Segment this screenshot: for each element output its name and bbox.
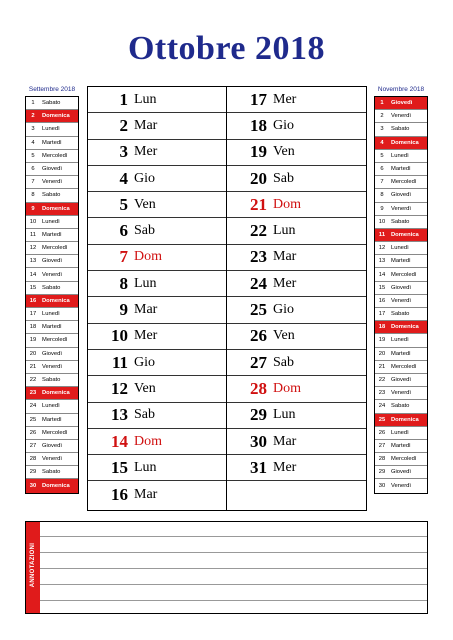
side-day-name: Sabato (391, 218, 410, 225)
side-day-number: 28 (378, 456, 386, 463)
side-day-row (26, 163, 78, 176)
side-day-name: Venerdì (391, 483, 411, 490)
side-day-name: Lunedì (391, 245, 409, 252)
day-row (227, 297, 366, 323)
day-number: 11 (111, 352, 128, 372)
day-name: Lun (134, 91, 157, 107)
day-row (227, 429, 366, 455)
side-day-row (26, 97, 78, 110)
side-day-number: 25 (378, 416, 386, 423)
day-row (227, 324, 366, 350)
day-row (88, 455, 226, 481)
side-day-row (375, 479, 427, 492)
side-day-row (26, 400, 78, 413)
side-day-row (375, 282, 427, 295)
side-day-row (375, 348, 427, 361)
day-row (227, 403, 366, 429)
side-day-row (26, 466, 78, 479)
notes-box[interactable] (25, 521, 428, 614)
side-day-row (375, 453, 427, 466)
side-day-row (375, 268, 427, 281)
side-day-name: Giovedì (42, 442, 62, 449)
side-day-row (375, 229, 427, 242)
day-row (88, 218, 226, 244)
day-name: Mar (134, 117, 158, 133)
day-number: 13 (111, 405, 128, 425)
day-row (227, 113, 366, 139)
day-number: 28 (250, 378, 267, 398)
side-day-row (375, 137, 427, 150)
side-day-row (375, 400, 427, 413)
side-day-number: 19 (378, 337, 386, 344)
side-day-row (375, 176, 427, 189)
side-day-row (26, 229, 78, 242)
side-day-number: 11 (378, 231, 386, 238)
side-day-name: Giovedì (391, 192, 411, 199)
side-day-name: Domenica (42, 205, 70, 212)
side-day-name: Domenica (391, 324, 419, 331)
side-day-number: 15 (378, 284, 386, 291)
side-day-number: 20 (29, 350, 37, 357)
side-day-row (375, 189, 427, 202)
side-day-name: Mercoledì (391, 456, 417, 463)
day-number: 19 (250, 142, 267, 162)
side-day-number: 24 (378, 403, 386, 410)
empty-day-row (227, 481, 366, 507)
day-name: Gio (134, 354, 155, 370)
day-number: 14 (111, 431, 128, 451)
side-day-name: Domenica (42, 297, 70, 304)
day-name: Mar (134, 486, 158, 502)
month-grid (87, 86, 367, 511)
side-day-number: 9 (31, 205, 35, 212)
side-day-name: Giovedì (391, 284, 411, 291)
side-day-name: Venerdì (391, 297, 411, 304)
side-day-row (375, 203, 427, 216)
side-day-name: Martedì (42, 324, 62, 331)
side-day-name: Mercoledì (391, 271, 417, 278)
side-day-row (375, 440, 427, 453)
day-row (227, 87, 366, 113)
side-day-name: Mercoledì (42, 152, 68, 159)
side-day-name: Martedì (42, 231, 62, 238)
day-name: Dom (273, 196, 301, 212)
side-day-name: Sabato (391, 311, 410, 318)
side-day-name: Martedì (42, 139, 62, 146)
side-day-number: 29 (378, 469, 386, 476)
side-day-number: 6 (380, 166, 384, 173)
side-day-name: Venerdì (42, 179, 62, 186)
side-day-number: 17 (29, 311, 37, 318)
day-row (227, 218, 366, 244)
side-day-name: Mercoledì (391, 179, 417, 186)
side-day-number: 30 (378, 483, 386, 490)
side-day-number: 22 (378, 377, 386, 384)
side-day-name: Domenica (391, 139, 419, 146)
day-name: Gio (273, 117, 294, 133)
side-day-number: 12 (29, 245, 37, 252)
side-day-number: 3 (31, 126, 35, 133)
day-name: Mer (134, 328, 158, 344)
side-day-row (26, 242, 78, 255)
day-name: Sab (134, 407, 155, 423)
day-row (88, 324, 226, 350)
side-day-name: Mercoledì (42, 429, 68, 436)
side-day-number: 26 (378, 429, 386, 436)
side-day-number: 17 (378, 311, 386, 318)
side-day-number: 2 (380, 113, 384, 120)
side-day-number: 10 (29, 218, 37, 225)
side-day-name: Venerdì (391, 113, 411, 120)
side-day-row (26, 361, 78, 374)
day-row (227, 192, 366, 218)
day-row (88, 403, 226, 429)
side-day-name: Lunedì (42, 218, 60, 225)
day-name: Dom (273, 380, 301, 396)
day-number: 8 (119, 273, 128, 293)
side-day-row (26, 453, 78, 466)
day-row (227, 455, 366, 481)
side-day-number: 28 (29, 456, 37, 463)
side-day-name: Giovedì (391, 469, 411, 476)
day-number: 3 (119, 142, 128, 162)
note-line (40, 568, 427, 569)
side-day-number: 7 (31, 179, 35, 186)
day-name: Sab (273, 170, 294, 186)
next-month-label: Novembre 2018 (377, 86, 425, 93)
day-name: Mar (273, 249, 297, 265)
day-row (88, 87, 226, 113)
note-line (40, 600, 427, 601)
side-day-number: 5 (380, 152, 384, 159)
side-day-name: Mercoledì (42, 337, 68, 344)
side-day-number: 30 (29, 483, 37, 490)
side-day-name: Lunedì (42, 126, 60, 133)
side-day-row (375, 216, 427, 229)
side-day-row (375, 414, 427, 427)
side-day-row (26, 374, 78, 387)
side-day-row (375, 295, 427, 308)
day-row (88, 297, 226, 323)
side-day-number: 25 (29, 416, 37, 423)
day-name: Lun (273, 223, 296, 239)
month-column-left (88, 87, 227, 510)
day-name: Mar (134, 302, 158, 318)
side-day-row (26, 387, 78, 400)
side-day-number: 12 (378, 245, 386, 252)
day-number: 4 (119, 168, 128, 188)
side-day-row (26, 189, 78, 202)
day-number: 22 (250, 221, 267, 241)
day-number: 10 (111, 326, 128, 346)
side-day-row (26, 282, 78, 295)
side-day-row (375, 427, 427, 440)
side-day-number: 21 (29, 363, 37, 370)
day-name: Lun (134, 275, 157, 291)
side-day-row (26, 216, 78, 229)
day-number: 16 (111, 484, 128, 504)
day-row (88, 166, 226, 192)
side-day-name: Giovedì (42, 350, 62, 357)
side-day-row (375, 308, 427, 321)
side-day-number: 29 (29, 469, 37, 476)
side-day-number: 14 (29, 271, 37, 278)
day-name: Gio (273, 302, 294, 318)
day-number: 5 (119, 194, 128, 214)
side-day-row (375, 110, 427, 123)
side-day-row (26, 308, 78, 321)
day-name: Ven (134, 380, 156, 396)
side-day-row (26, 440, 78, 453)
side-day-name: Domenica (42, 483, 70, 490)
side-day-name: Domenica (42, 113, 70, 120)
day-number: 24 (250, 273, 267, 293)
side-day-row (26, 176, 78, 189)
day-name: Mer (134, 144, 158, 160)
side-day-number: 11 (29, 231, 37, 238)
side-day-number: 1 (31, 100, 35, 107)
day-number: 7 (119, 247, 128, 267)
notes-label: ANNOTAZIONI (30, 542, 36, 588)
day-name: Mer (273, 91, 297, 107)
day-row (88, 376, 226, 402)
side-day-number: 8 (380, 192, 384, 199)
side-day-row (26, 479, 78, 492)
side-day-row (375, 163, 427, 176)
day-number: 17 (250, 89, 267, 109)
day-name: Ven (134, 196, 156, 212)
day-row (88, 245, 226, 271)
side-day-row (26, 110, 78, 123)
side-day-number: 7 (380, 179, 384, 186)
page-title: Ottobre 2018 (127, 30, 326, 67)
side-day-number: 13 (378, 258, 386, 265)
side-day-row (375, 361, 427, 374)
day-row (227, 166, 366, 192)
day-row (88, 192, 226, 218)
day-row (227, 376, 366, 402)
day-row (88, 429, 226, 455)
note-line (40, 552, 427, 553)
side-day-name: Domenica (391, 416, 419, 423)
side-day-number: 10 (378, 218, 386, 225)
side-day-number: 24 (29, 403, 37, 410)
day-number: 15 (111, 457, 128, 477)
side-day-name: Sabato (42, 377, 61, 384)
side-day-number: 4 (380, 139, 384, 146)
side-day-name: Lunedì (42, 311, 60, 318)
side-day-name: Lunedì (42, 403, 60, 410)
side-day-name: Lunedì (391, 152, 409, 159)
day-row (88, 271, 226, 297)
day-number: 29 (250, 405, 267, 425)
day-name: Sab (273, 354, 294, 370)
side-day-name: Lunedì (391, 337, 409, 344)
side-day-number: 21 (378, 363, 386, 370)
side-day-number: 15 (29, 284, 37, 291)
day-number: 31 (250, 457, 267, 477)
day-row (227, 271, 366, 297)
side-day-number: 19 (29, 337, 37, 344)
day-row (227, 245, 366, 271)
side-day-row (375, 150, 427, 163)
side-day-name: Martedì (391, 166, 411, 173)
day-number: 1 (119, 89, 128, 109)
side-day-row (26, 295, 78, 308)
side-day-number: 2 (31, 113, 35, 120)
side-day-name: Martedì (391, 350, 411, 357)
side-day-name: Martedì (391, 258, 411, 265)
side-day-number: 23 (378, 390, 386, 397)
day-number: 25 (250, 300, 267, 320)
side-day-row (26, 255, 78, 268)
side-day-row (26, 268, 78, 281)
side-day-row (26, 334, 78, 347)
side-day-name: Giovedì (391, 100, 413, 107)
day-number: 20 (250, 168, 267, 188)
side-day-name: Mercoledì (42, 245, 68, 252)
side-day-number: 27 (29, 442, 37, 449)
side-day-name: Venerdì (42, 456, 62, 463)
side-day-row (26, 123, 78, 136)
side-day-name: Venerdì (391, 390, 411, 397)
day-name: Dom (134, 433, 162, 449)
side-day-row (375, 321, 427, 334)
side-day-row (375, 334, 427, 347)
side-day-number: 16 (378, 297, 386, 304)
side-day-row (26, 427, 78, 440)
day-row (227, 140, 366, 166)
side-day-number: 6 (31, 166, 35, 173)
day-number: 6 (119, 221, 128, 241)
side-day-row (26, 150, 78, 163)
side-day-number: 9 (380, 205, 384, 212)
side-day-row (375, 255, 427, 268)
month-column-right (227, 87, 366, 510)
prev-month-calendar (25, 96, 79, 494)
side-day-name: Giovedì (42, 166, 62, 173)
side-day-name: Sabato (391, 126, 410, 133)
side-day-name: Sabato (391, 403, 410, 410)
side-day-row (26, 348, 78, 361)
side-day-name: Giovedì (42, 258, 62, 265)
side-day-number: 1 (380, 100, 384, 107)
day-row (227, 350, 366, 376)
side-day-name: Sabato (42, 469, 61, 476)
day-name: Mer (273, 275, 297, 291)
side-day-name: Martedì (42, 416, 62, 423)
day-name: Ven (273, 328, 295, 344)
side-day-row (375, 466, 427, 479)
side-day-name: Sabato (42, 100, 61, 107)
side-day-number: 27 (378, 442, 386, 449)
side-day-number: 18 (378, 324, 386, 331)
side-day-row (26, 321, 78, 334)
side-day-name: Lunedì (391, 429, 409, 436)
side-day-name: Domenica (391, 231, 419, 238)
day-name: Mar (273, 433, 297, 449)
day-number: 2 (119, 115, 128, 135)
side-day-number: 5 (31, 152, 35, 159)
day-row (88, 113, 226, 139)
side-day-row (375, 374, 427, 387)
day-row (88, 140, 226, 166)
notes-tab (26, 522, 40, 613)
day-number: 9 (119, 300, 128, 320)
side-day-number: 3 (380, 126, 384, 133)
side-day-number: 26 (29, 429, 37, 436)
day-row (88, 481, 226, 507)
day-name: Dom (134, 249, 162, 265)
day-row (88, 350, 226, 376)
side-day-row (375, 123, 427, 136)
day-name: Sab (134, 223, 155, 239)
side-day-name: Martedì (391, 442, 411, 449)
side-day-name: Venerdì (42, 271, 62, 278)
day-number: 27 (250, 352, 267, 372)
side-day-number: 4 (31, 139, 35, 146)
day-name: Gio (134, 170, 155, 186)
side-day-name: Venerdì (391, 205, 411, 212)
side-day-number: 23 (29, 390, 37, 397)
day-number: 23 (250, 247, 267, 267)
side-day-number: 13 (29, 258, 37, 265)
side-day-name: Venerdì (42, 363, 62, 370)
side-day-number: 22 (29, 377, 37, 384)
day-number: 18 (250, 115, 267, 135)
side-day-number: 14 (378, 271, 386, 278)
side-day-row (375, 387, 427, 400)
side-day-row (375, 97, 427, 110)
day-number: 26 (250, 326, 267, 346)
day-number: 12 (111, 378, 128, 398)
next-month-calendar (374, 96, 428, 494)
side-day-name: Mercoledì (391, 363, 417, 370)
day-name: Lun (134, 459, 157, 475)
side-day-number: 16 (29, 297, 37, 304)
day-number: 21 (250, 194, 267, 214)
day-name: Mer (273, 459, 297, 475)
side-day-number: 20 (378, 350, 386, 357)
day-name: Lun (273, 407, 296, 423)
side-day-name: Sabato (42, 284, 61, 291)
day-number: 30 (250, 431, 267, 451)
side-day-row (26, 414, 78, 427)
side-day-row (26, 203, 78, 216)
side-day-row (375, 242, 427, 255)
side-day-row (26, 137, 78, 150)
side-day-number: 18 (29, 324, 37, 331)
note-line (40, 536, 427, 537)
side-day-name: Giovedì (391, 377, 411, 384)
side-day-name: Domenica (42, 390, 70, 397)
prev-month-label: Settembre 2018 (28, 86, 76, 93)
side-day-name: Sabato (42, 192, 61, 199)
side-day-number: 8 (31, 192, 35, 199)
note-line (40, 584, 427, 585)
day-name: Ven (273, 144, 295, 160)
